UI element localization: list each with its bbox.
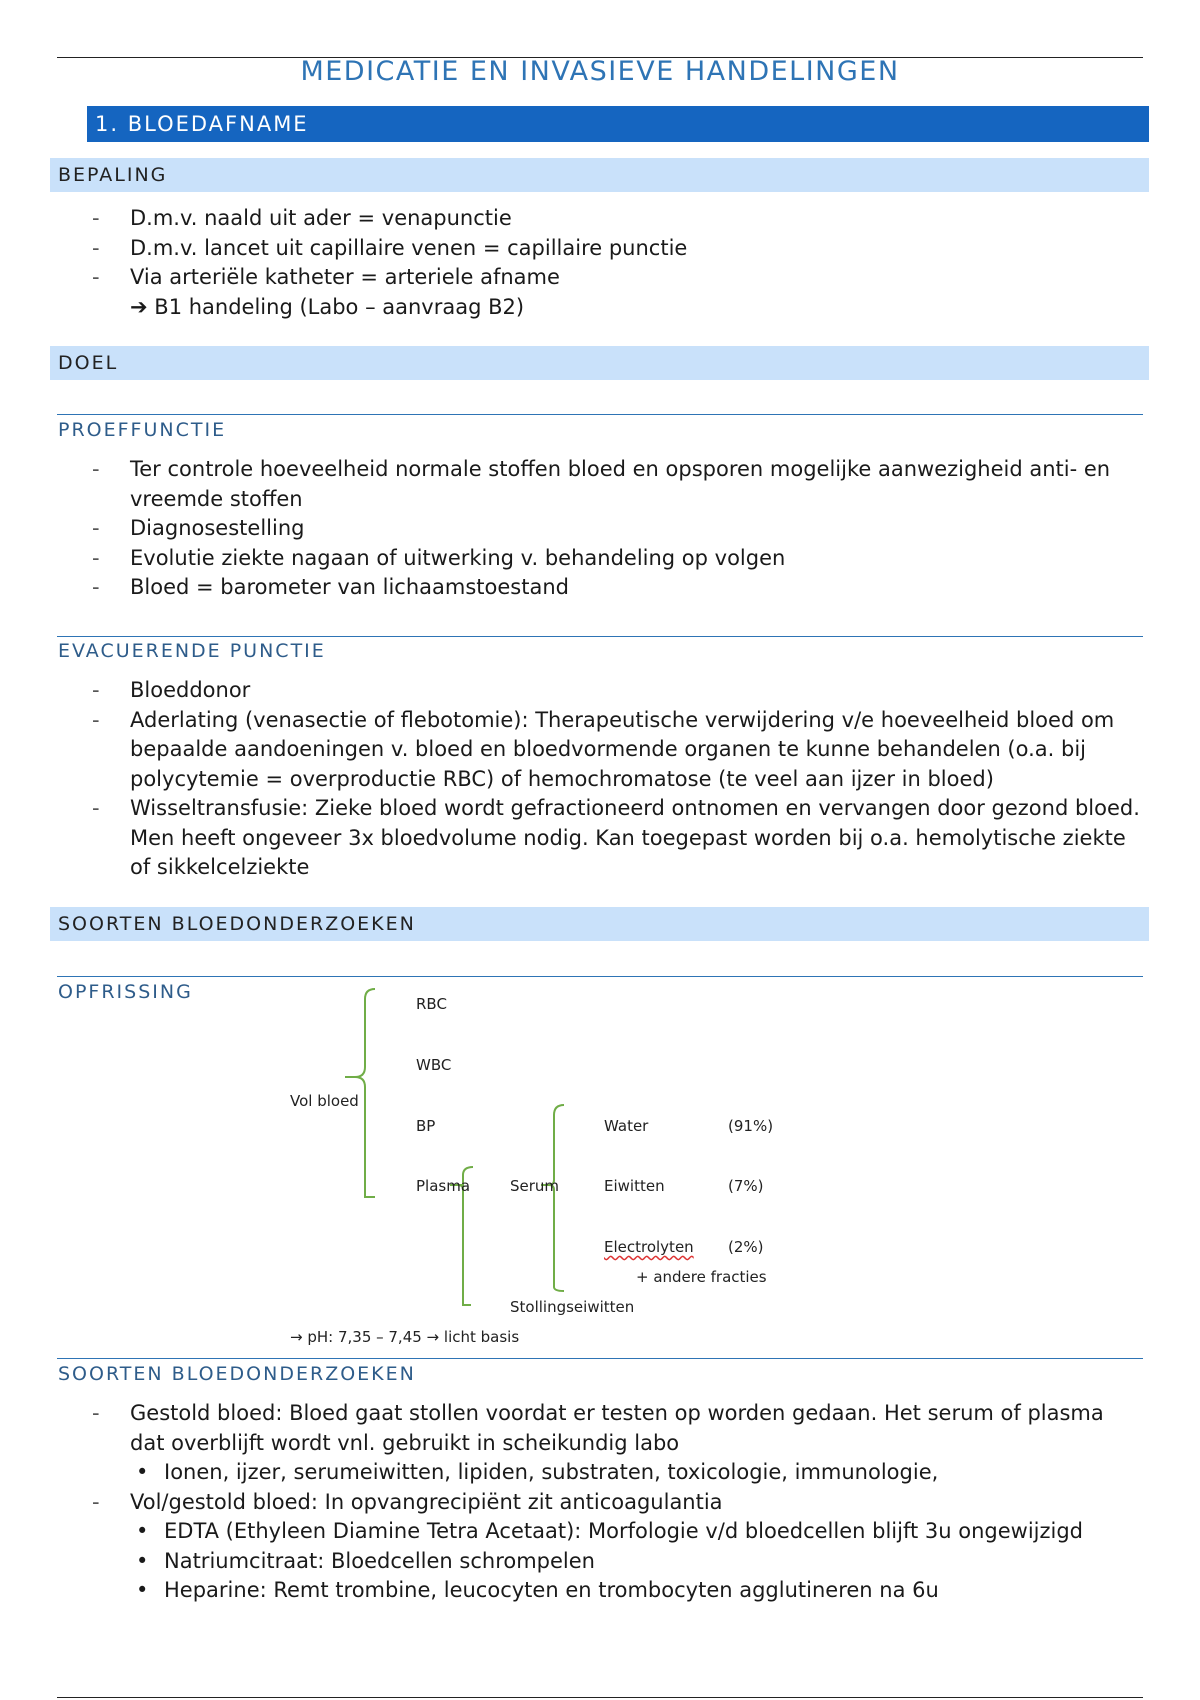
label-plasma: Plasma [416, 1177, 471, 1195]
subsection-rule [57, 636, 1143, 637]
label-eiwitten-pct: (7%) [728, 1177, 764, 1195]
label-serum: Serum [510, 1177, 560, 1195]
list-item: - D.m.v. lancet uit capillaire venen = capillaire punctie [92, 234, 1142, 264]
list-item: - Evolutie ziekte nagaan of uitwerking v. behandeling op volgen [92, 544, 1142, 574]
subsection-heading-proeffunctie: PROEFFUNCTIE [58, 419, 227, 441]
list-item-text: Vol/gestold bloed: In opvangrecipiënt zit anticoagulantia [130, 1489, 723, 1514]
subsection-heading-soorten: SOORTEN BLOEDONDERZOEKEN [58, 1363, 416, 1385]
sublist-item: • Natriumcitraat: Bloedcellen schrompelen [126, 1547, 1142, 1577]
label-eiwitten: Eiwitten [604, 1177, 665, 1195]
label-ph: → pH: 7,35 – 7,45 → licht basis [290, 1328, 520, 1346]
list-item: - Wisseltransfusie: Zieke bloed wordt gefractioneerd ontnomen en vervangen door gezond bloed. Men heeft ongeveer 3x bloedvolume nodig. Kan toegepast worden bij o.a. hemolytische ziekte of sikkelcelziekte [92, 794, 1142, 883]
label-wbc: WBC [416, 1056, 452, 1074]
arrow-text: B1 handeling (Labo – aanvraag B2) [154, 294, 525, 319]
subsection-rule [57, 414, 1143, 415]
bepaling-list [92, 204, 1142, 322]
label-vol-bloed: Vol bloed [290, 1092, 359, 1110]
arrow-item [92, 293, 1142, 323]
sublist-item: • EDTA (Ethyleen Diamine Tetra Acetaat): Morfologie v/d bloedcellen blijft 3u ongewijzigd [126, 1517, 1142, 1547]
list-item: - Aderlating (venasectie of flebotomie): Therapeutische verwijdering v/e hoeveelheid bloed om bepaalde aandoeningen v. bloed en bloedvormende organen te kunne behandelen (o.a. bij polycytemie = overproductie RBC) of hemochromatose (te veel aan ijzer in bloed) [92, 706, 1142, 795]
sublist [164, 1517, 1142, 1606]
list-item: - Bloed = barometer van lichaamstoestand [92, 573, 1142, 603]
proeffunctie-list [92, 455, 1142, 603]
label-rbc: RBC [416, 995, 447, 1013]
sublist [164, 1458, 1142, 1488]
footer-rule [57, 1697, 1143, 1698]
evacuerende-list [92, 676, 1142, 883]
label-electrolyten: Electrolyten [604, 1238, 694, 1256]
sublist-item: • Heparine: Remt trombine, leucocyten en trombocyten agglutineren na 6u [126, 1576, 1142, 1606]
label-water: Water [604, 1117, 649, 1135]
list-item [92, 1399, 1142, 1488]
subsection-rule [57, 1358, 1143, 1359]
list-item: - D.m.v. naald uit ader = venapunctie [92, 204, 1142, 234]
subsection-heading-evacuerende: EVACUERENDE PUNCTIE [58, 640, 326, 662]
section-heading-soorten: SOORTEN BLOEDONDERZOEKEN [50, 907, 1149, 941]
arrow-icon: ➔ [130, 294, 148, 319]
list-item [92, 1488, 1142, 1606]
list-item-text: Gestold bloed: Bloed gaat stollen voordat er testen op worden gedaan. Het serum of plasma dat overblijft wordt vnl. gebruikt in scheikundig labo [130, 1401, 1104, 1455]
chapter-heading: 1. BLOEDAFNAME [87, 106, 1149, 142]
list-item: - Bloeddonor [92, 676, 1142, 706]
list-item: - Diagnosestelling [92, 514, 1142, 544]
sublist-item: • Ionen, ijzer, serumeiwitten, lipiden, substraten, toxicologie, immunologie, [126, 1458, 1142, 1488]
label-stollingseiwitten: Stollingseiwitten [510, 1298, 635, 1316]
bracket-serum [549, 1105, 564, 1291]
subsection-heading-opfrissing: OPFRISSING [58, 981, 193, 1003]
label-andere-fracties: + andere fracties [636, 1268, 767, 1286]
blood-composition-diagram [260, 975, 800, 1355]
label-electrolyten-pct: (2%) [728, 1238, 764, 1256]
list-item: - Via arteriële katheter = arteriele afname [92, 263, 1142, 293]
document-title: MEDICATIE EN INVASIEVE HANDELINGEN [300, 56, 900, 87]
label-water-pct: (91%) [728, 1117, 774, 1135]
label-bp: BP [416, 1117, 436, 1135]
section-heading-bepaling: BEPALING [50, 158, 1149, 192]
soorten-list [92, 1399, 1142, 1606]
list-item: - Ter controle hoeveelheid normale stoffen bloed en opsporen mogelijke aanwezigheid anti- en vreemde stoffen [92, 455, 1142, 514]
section-heading-doel: DOEL [50, 346, 1149, 380]
